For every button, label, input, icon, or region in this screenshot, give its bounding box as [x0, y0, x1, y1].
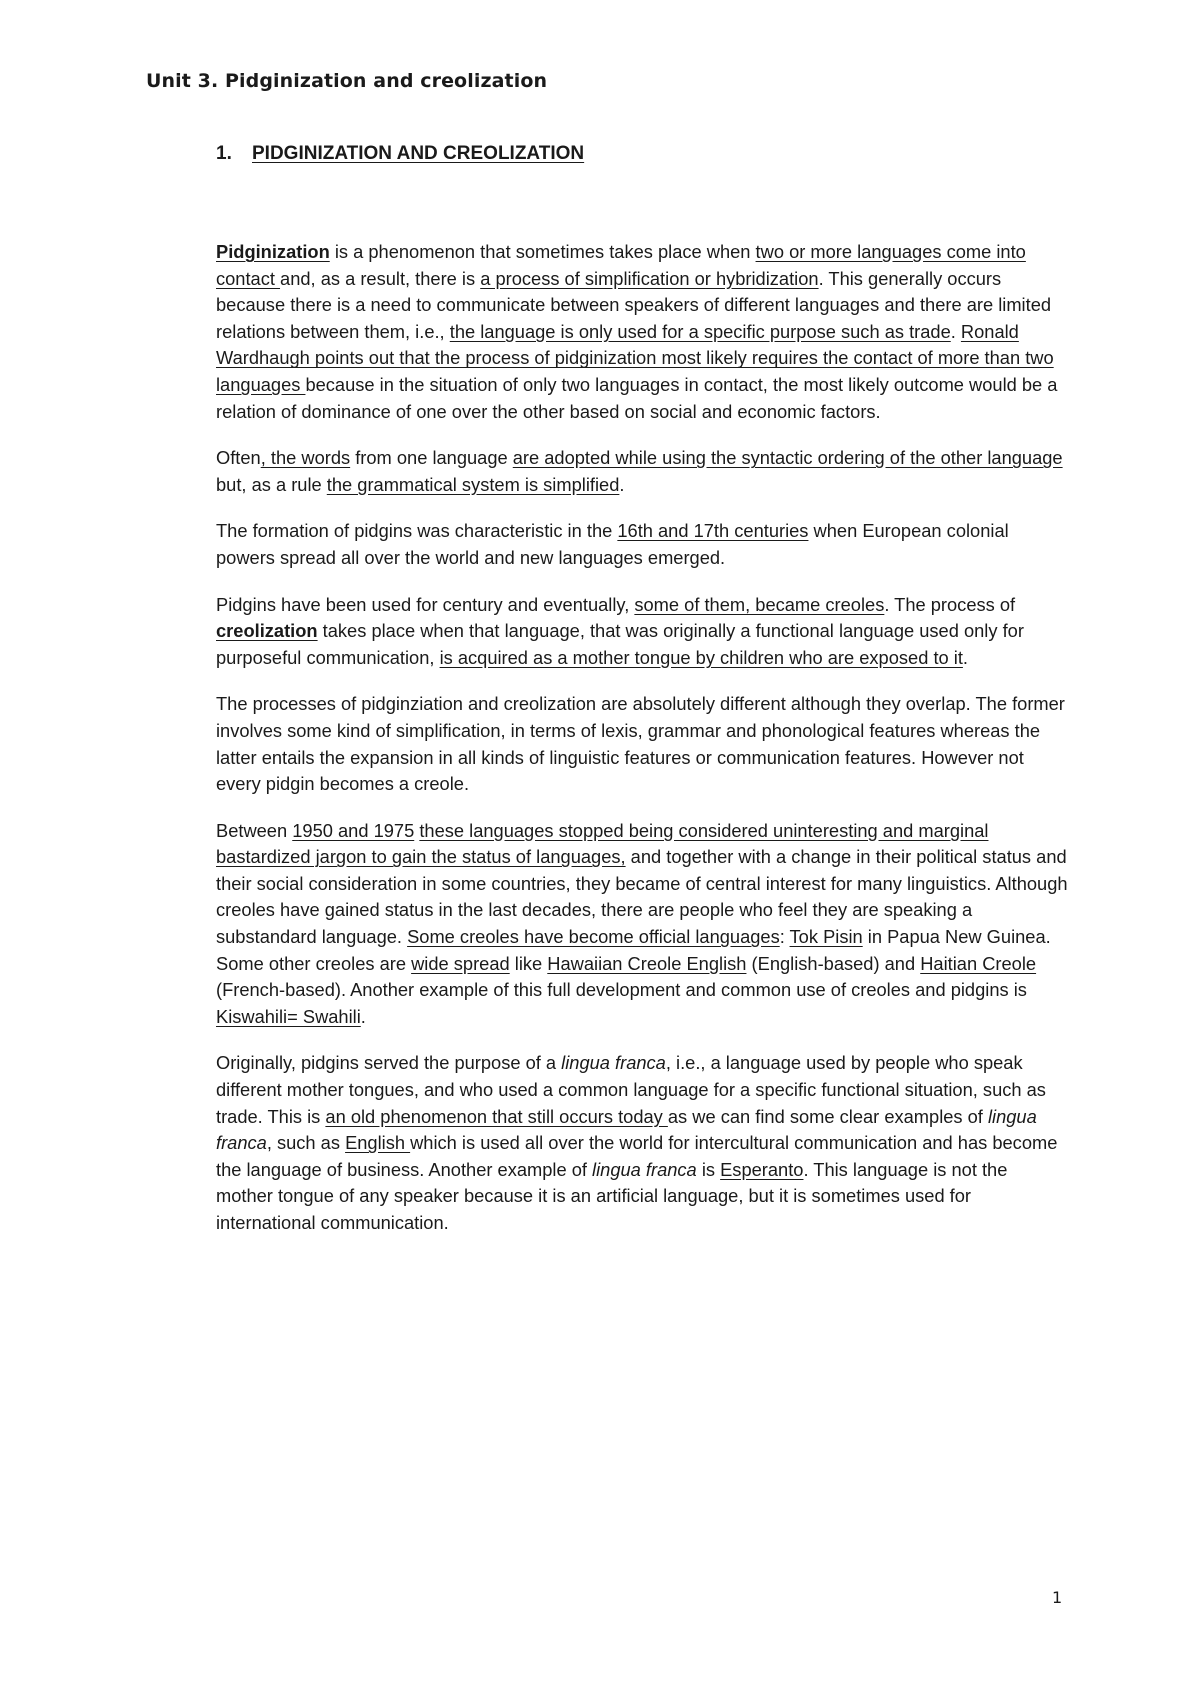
text-run: Pidgins have been used for century and eventually, [216, 593, 635, 615]
emphasized-text: Hawaiian Creole English [547, 952, 747, 974]
text-run: as we can find some clear examples of [667, 1105, 988, 1127]
emphasized-text: the language is only used for a specific purpose such as trade [449, 320, 951, 342]
text-run: . This language is not the mother tongue of any speaker because it is an artificial language, but it is sometimes used for international communication. [216, 1158, 1008, 1233]
emphasized-text: 16th and 17th centuries [617, 520, 809, 542]
text-run: . This generally occurs because there is a need to communicate between speakers of different languages and there are limited relations between them, i.e., [216, 267, 1052, 342]
text-run: is [696, 1158, 721, 1180]
text-run: Often [216, 447, 261, 469]
text-run: , such as [266, 1132, 346, 1154]
text-run: . [950, 320, 961, 342]
emphasized-text: English [345, 1132, 411, 1154]
emphasized-text: the grammatical system is simplified [326, 473, 620, 495]
emphasized-text: Tok Pisin [789, 926, 863, 948]
text-run: (English-based) and [746, 952, 921, 974]
text-run: The formation of pidgins was characteristic in the [216, 520, 618, 542]
emphasized-text: Haitian Creole [920, 952, 1037, 974]
text-run: . [962, 646, 969, 668]
text-run: The processes of pidginziation and creolization are absolutely different although they overlap. The former involves some kind of simplification, in terms of lexis, grammar and phonological features whereas the latter entails the expansion in all kinds of linguistic features or communication features. However not every pidgin becomes a creole. [216, 693, 1065, 795]
emphasized-text: a process of simplification or hybridization [480, 267, 819, 289]
paragraph [216, 518, 1068, 571]
section-number: 1. [216, 143, 232, 164]
text-run: . [360, 1005, 366, 1027]
paragraph [216, 445, 1068, 498]
text-run: . The process of [884, 593, 1016, 615]
paragraph [216, 592, 1068, 672]
emphasized-text: these languages stopped being considered uninteresting and marginal bastardized jargon to gain the status of languages, [216, 819, 989, 868]
emphasized-text: two or more languages come into contact [216, 241, 1026, 289]
emphasized-text: some of them, became creoles [634, 593, 885, 615]
emphasized-text: Esperanto [720, 1158, 804, 1180]
text-run: and, as a result, there is [280, 267, 481, 289]
unit-title: Unit 3. Pidginization and creolization [146, 70, 548, 92]
emphasized-text: are adopted while using the syntactic ordering of the other language [512, 447, 1063, 469]
emphasized-text: creolization [216, 620, 318, 642]
text-run: (French-based). Another example of this full development and common use of creoles and pidgins is [216, 979, 1027, 1001]
paragraph [216, 1050, 1068, 1236]
emphasized-text: Kiswahili= Swahili [216, 1005, 361, 1027]
text-run: from one language [350, 447, 513, 469]
text-run: like [509, 952, 548, 974]
paragraph [216, 818, 1068, 1031]
text-run: is a phenomenon that sometimes takes place when [329, 241, 756, 262]
emphasized-text: wide spread [411, 952, 510, 974]
emphasized-text: , the words [260, 447, 351, 469]
emphasized-text: Pidginization [216, 241, 330, 262]
emphasized-text: Some creoles have become official languages [407, 926, 780, 948]
text-run: , i.e., a language used by people who speak different mother tongues, and who used a common language for a specific functional situation, such as trade. This is [216, 1052, 1046, 1127]
section-title: PIDGINIZATION AND CREOLIZATION [252, 143, 585, 164]
emphasized-text: Ronald Wardhaugh points out that the process of pidginization most likely requires the contact of more than two languages [216, 320, 1054, 395]
page-number: 1 [1052, 1588, 1063, 1607]
text-run: in Papua New Guinea. Some other creoles are [216, 926, 1051, 974]
emphasized-text: 1950 and 1975 [292, 819, 415, 841]
text-run: Between [216, 819, 293, 841]
emphasized-text: is acquired as a mother tongue by children who are exposed to it [439, 646, 963, 668]
emphasized-text: lingua franca [592, 1158, 697, 1180]
text-run: . [619, 473, 625, 495]
text-run: which is used all over the world for intercultural communication and has become the language of business. Another example of [216, 1132, 1058, 1180]
text-run: : [779, 926, 790, 948]
text-run: but, as a rule [216, 473, 327, 495]
text-run: because in the situation of only two languages in contact, the most likely outcome would be a relation of dominance of one over the other based on social and economic factors. [216, 373, 1058, 422]
text-run: Originally, pidgins served the purpose of a [216, 1052, 562, 1074]
emphasized-text: lingua franca [216, 1105, 1037, 1154]
text-run: and together with a change in their political status and their social consideration in some countries, they became of central interest for many linguistics. Although creoles have gained status in the last decades, there are people who feel they are speaking a substandard language. [216, 846, 1068, 948]
emphasized-text: lingua franca [561, 1052, 666, 1074]
paragraph [216, 239, 1068, 425]
document-body [216, 239, 1068, 1257]
text-run: when European colonial powers spread all over the world and new languages emerged. [216, 520, 1009, 568]
emphasized-text: an old phenomenon that still occurs today [325, 1105, 668, 1127]
section-heading [216, 143, 584, 165]
paragraph [216, 691, 1068, 797]
text-run: takes place when that language, that was originally a functional language used only for purposeful communication, [216, 620, 1024, 668]
